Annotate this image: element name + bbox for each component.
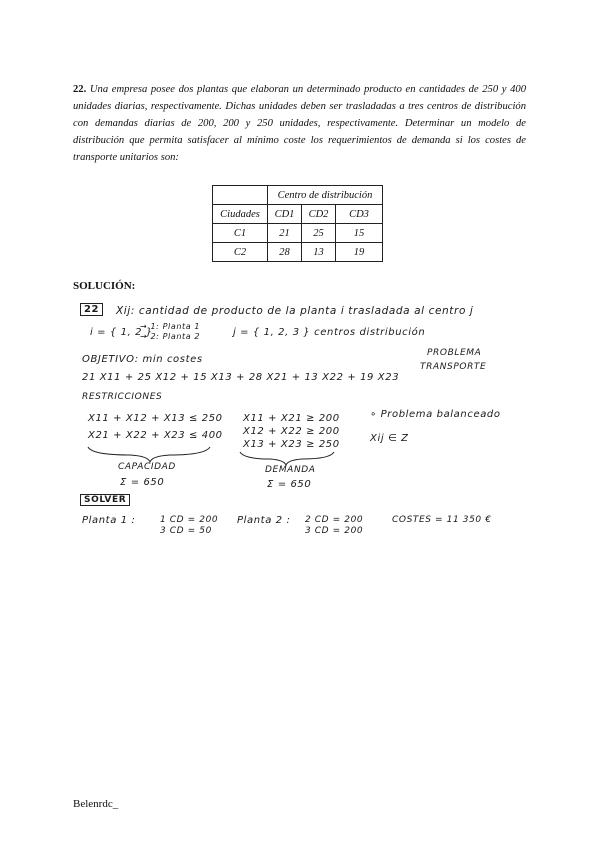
table-cell: 19 [336,243,383,262]
restricciones-label: RESTRICCIONES [82,392,163,402]
demanda-label: DEMANDA [265,465,316,475]
table-group-header: Centro de distribución [268,186,383,205]
table-city-cell: C2 [213,243,268,262]
demand-sum: Σ = 650 [267,479,312,490]
table-cell: 21 [268,224,302,243]
planta2-label: Planta 2 : [237,515,291,526]
table-cell: 25 [302,224,336,243]
table-col-header: CD1 [268,205,302,224]
table-col-header: CD3 [336,205,383,224]
problem-number: 22. [73,84,87,95]
j-set: j = { 1, 2, 3 } centros distribución [233,327,426,338]
table-col-header: CD2 [302,205,336,224]
objective-label: OBJETIVO: min costes [82,354,203,365]
demand-brace [240,452,334,465]
table-city-cell: C1 [213,224,268,243]
solver-tag: SOLVER [80,494,130,506]
problem-text: Una empresa posee dos plantas que elaboran un determinado producto en cantidades de 250 y 400 unidades diarias, respectivamente. Dichas unidades deben ser trasladadas a tres centros de distribución con demandas diarias de 200, 200 y 250 unidades, respectivamente. Determinar un modelo de distribución que permita satisfacer al mínimo coste los requerimientos de demanda si los costes de transporte unitarios son: [73,84,527,163]
transporte-label: TRANSPORTE [420,362,487,372]
i-meaning-1: → 1: Planta 1 [140,322,201,331]
capacity-constraint: X11 + X12 + X13 ≤ 250 [88,413,223,424]
balanced-note: ∘ Problema balanceado [370,409,501,420]
capacity-brace [88,447,210,462]
capacidad-label: CAPACIDAD [118,462,176,472]
problem-tag: 22 [80,303,103,316]
planta1-value: 1 CD = 200 [160,515,219,525]
table-row-header: Ciudades [213,205,268,224]
costes-result: COSTES = 11 350 € [392,515,492,525]
table-cell: 15 [336,224,383,243]
table-cell: 13 [302,243,336,262]
planta2-value: 2 CD = 200 [305,515,364,525]
i-set: i = { 1, 2 } [90,327,153,338]
objective-function: 21 X11 + 25 X12 + 15 X13 + 28 X21 + 13 X22 + 19 X23 [82,372,400,383]
variable-definition: Xij: cantidad de producto de la planta i trasladada al centro j [116,305,474,317]
planta1-label: Planta 1 : [82,515,136,526]
planta2-value: 3 CD = 200 [305,526,364,536]
demand-constraint: X13 + X23 ≥ 250 [243,439,340,450]
capacity-sum: Σ = 650 [120,477,165,488]
problema-label: PROBLEMA [427,348,482,358]
demand-constraint: X12 + X22 ≥ 200 [243,426,340,437]
table-cell: 28 [268,243,302,262]
solution-title: SOLUCIÓN: [73,280,136,292]
planta1-value: 3 CD = 50 [160,526,212,536]
capacity-constraint: X21 + X22 + X23 ≤ 400 [88,430,223,441]
integer-note: Xij ∈ Z [370,433,409,444]
i-meaning-2: → 2: Planta 2 [140,332,201,341]
demand-constraint: X11 + X21 ≥ 200 [243,413,340,424]
footer-author: Belenrdc_ [73,798,119,810]
